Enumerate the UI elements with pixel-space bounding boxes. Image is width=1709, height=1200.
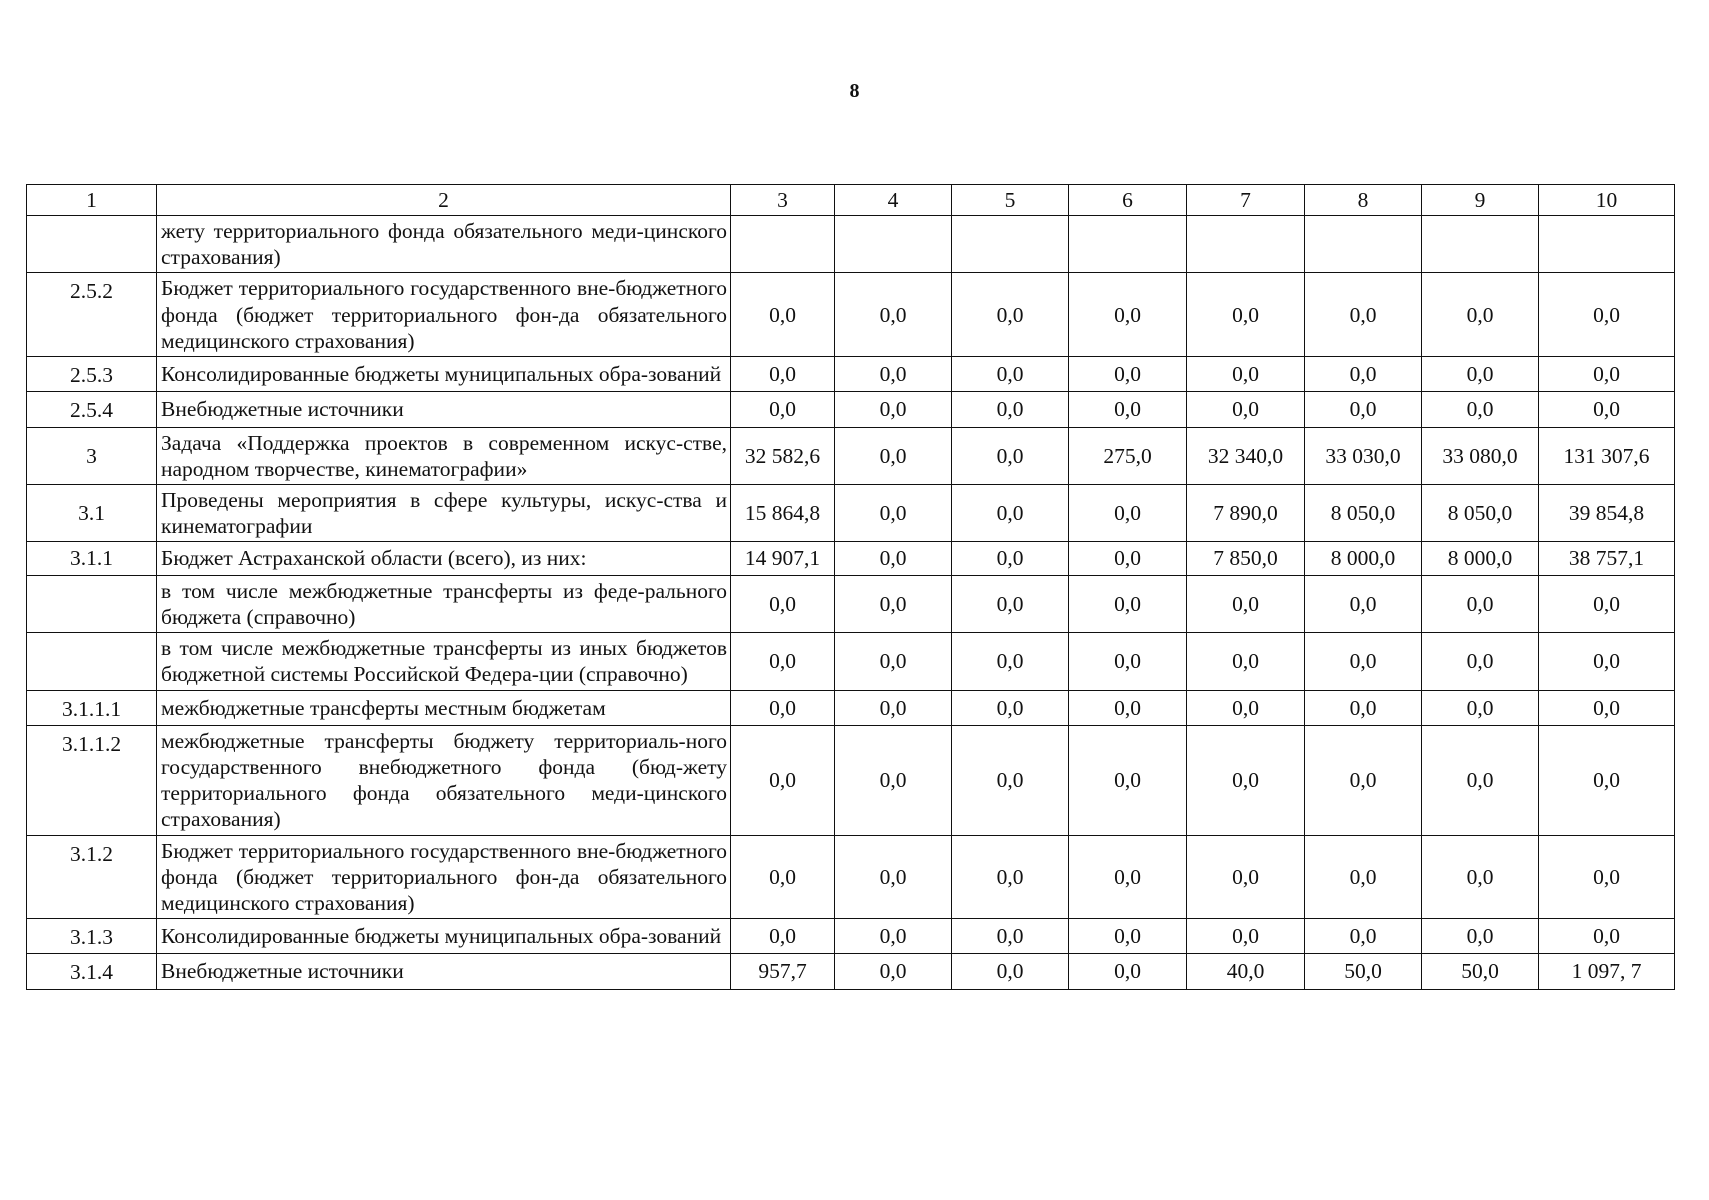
row-number-cell: 3.1.1.1 [27, 690, 157, 725]
table-row [27, 542, 1675, 575]
value-cell-col-9: 0,0 [1422, 919, 1539, 954]
value-cell-col-5: 0,0 [952, 725, 1069, 835]
value-cell-col-3: 0,0 [731, 919, 835, 954]
page-number: 8 [849, 80, 860, 102]
value-cell-col-10: 0,0 [1539, 575, 1675, 632]
row-description-cell: Бюджет территориального государственного вне-бюджетного фонда (бюджет территориального фон-да обязательного медицинского страхования) [157, 835, 731, 919]
value-cell-col-3 [731, 216, 835, 273]
value-cell-col-9: 33 080,0 [1422, 427, 1539, 484]
value-cell-col-4: 0,0 [835, 392, 952, 427]
table-row [27, 919, 1675, 954]
value-cell-col-6: 275,0 [1069, 427, 1187, 484]
value-cell-col-10: 0,0 [1539, 690, 1675, 725]
header-cell: 10 [1539, 185, 1675, 216]
row-description-cell: Бюджет территориального государственного вне-бюджетного фонда (бюджет территориального фон-да обязательного медицинского страхования) [157, 273, 731, 357]
value-cell-col-8: 0,0 [1305, 575, 1422, 632]
value-cell-col-7: 0,0 [1187, 273, 1305, 357]
value-cell-col-7: 0,0 [1187, 835, 1305, 919]
table-row [27, 484, 1675, 541]
header-cell: 3 [731, 185, 835, 216]
table-row [27, 273, 1675, 357]
value-cell-col-9 [1422, 216, 1539, 273]
header-cell: 5 [952, 185, 1069, 216]
value-cell-col-5 [952, 216, 1069, 273]
table-row [27, 690, 1675, 725]
value-cell-col-5: 0,0 [952, 357, 1069, 392]
value-cell-col-9: 8 000,0 [1422, 542, 1539, 575]
value-cell-col-10: 1 097, 7 [1539, 954, 1675, 989]
value-cell-col-8: 0,0 [1305, 357, 1422, 392]
value-cell-col-4: 0,0 [835, 357, 952, 392]
value-cell-col-9: 0,0 [1422, 575, 1539, 632]
table-header-row [27, 185, 1675, 216]
row-description-cell: Задача «Поддержка проектов в современном искус-стве, народном творчестве, кинематографии» [157, 427, 731, 484]
value-cell-col-10: 38 757,1 [1539, 542, 1675, 575]
value-cell-col-8: 0,0 [1305, 392, 1422, 427]
value-cell-col-10 [1539, 216, 1675, 273]
value-cell-col-10: 0,0 [1539, 357, 1675, 392]
row-description-cell: Консолидированные бюджеты муниципальных обра-зований [157, 919, 731, 954]
value-cell-col-6: 0,0 [1069, 542, 1187, 575]
value-cell-col-8: 0,0 [1305, 835, 1422, 919]
row-number-cell: 3.1.3 [27, 919, 157, 954]
value-cell-col-4: 0,0 [835, 633, 952, 690]
value-cell-col-6: 0,0 [1069, 357, 1187, 392]
value-cell-col-3: 32 582,6 [731, 427, 835, 484]
row-description-cell: в том числе межбюджетные трансферты из иных бюджетов бюджетной системы Российской Федера-ции (справочно) [157, 633, 731, 690]
header-cell: 4 [835, 185, 952, 216]
table-row [27, 392, 1675, 427]
value-cell-col-7: 0,0 [1187, 633, 1305, 690]
value-cell-col-6 [1069, 216, 1187, 273]
value-cell-col-3: 957,7 [731, 954, 835, 989]
value-cell-col-7: 0,0 [1187, 357, 1305, 392]
row-number-cell: 3.1.1 [27, 542, 157, 575]
value-cell-col-9: 0,0 [1422, 690, 1539, 725]
table-row [27, 725, 1675, 835]
value-cell-col-9: 50,0 [1422, 954, 1539, 989]
value-cell-col-8: 0,0 [1305, 273, 1422, 357]
row-number-cell: 2.5.2 [27, 273, 157, 357]
value-cell-col-10: 131 307,6 [1539, 427, 1675, 484]
value-cell-col-5: 0,0 [952, 575, 1069, 632]
header-cell: 7 [1187, 185, 1305, 216]
row-number-cell: 3.1.1.2 [27, 725, 157, 835]
value-cell-col-8: 8 000,0 [1305, 542, 1422, 575]
value-cell-col-5: 0,0 [952, 633, 1069, 690]
value-cell-col-9: 0,0 [1422, 392, 1539, 427]
value-cell-col-8: 0,0 [1305, 633, 1422, 690]
value-cell-col-7 [1187, 216, 1305, 273]
table-body [27, 185, 1675, 990]
value-cell-col-5: 0,0 [952, 392, 1069, 427]
value-cell-col-8: 0,0 [1305, 919, 1422, 954]
budget-table [26, 184, 1675, 990]
value-cell-col-10: 0,0 [1539, 919, 1675, 954]
value-cell-col-9: 8 050,0 [1422, 484, 1539, 541]
value-cell-col-6: 0,0 [1069, 690, 1187, 725]
header-cell: 8 [1305, 185, 1422, 216]
row-number-cell: 2.5.4 [27, 392, 157, 427]
value-cell-col-8: 0,0 [1305, 725, 1422, 835]
value-cell-col-6: 0,0 [1069, 575, 1187, 632]
row-number-cell: 2.5.3 [27, 357, 157, 392]
value-cell-col-6: 0,0 [1069, 484, 1187, 541]
value-cell-col-4 [835, 216, 952, 273]
value-cell-col-4: 0,0 [835, 542, 952, 575]
value-cell-col-7: 7 890,0 [1187, 484, 1305, 541]
value-cell-col-5: 0,0 [952, 954, 1069, 989]
value-cell-col-4: 0,0 [835, 484, 952, 541]
value-cell-col-3: 0,0 [731, 357, 835, 392]
value-cell-col-4: 0,0 [835, 575, 952, 632]
value-cell-col-7: 0,0 [1187, 392, 1305, 427]
row-number-cell [27, 216, 157, 273]
value-cell-col-9: 0,0 [1422, 835, 1539, 919]
value-cell-col-8: 33 030,0 [1305, 427, 1422, 484]
value-cell-col-9: 0,0 [1422, 357, 1539, 392]
table-row [27, 427, 1675, 484]
value-cell-col-8: 0,0 [1305, 690, 1422, 725]
value-cell-col-5: 0,0 [952, 919, 1069, 954]
row-number-cell: 3.1.4 [27, 954, 157, 989]
value-cell-col-6: 0,0 [1069, 633, 1187, 690]
row-number-cell [27, 575, 157, 632]
table-row [27, 954, 1675, 989]
row-description-cell: Консолидированные бюджеты муниципальных обра-зований [157, 357, 731, 392]
value-cell-col-3: 0,0 [731, 835, 835, 919]
value-cell-col-3: 0,0 [731, 392, 835, 427]
row-number-cell: 3 [27, 427, 157, 484]
table-row [27, 216, 1675, 273]
value-cell-col-3: 0,0 [731, 633, 835, 690]
value-cell-col-4: 0,0 [835, 954, 952, 989]
value-cell-col-3: 14 907,1 [731, 542, 835, 575]
row-description-cell: Внебюджетные источники [157, 392, 731, 427]
value-cell-col-10: 0,0 [1539, 273, 1675, 357]
table-row [27, 835, 1675, 919]
value-cell-col-5: 0,0 [952, 542, 1069, 575]
value-cell-col-3: 0,0 [731, 725, 835, 835]
value-cell-col-8: 50,0 [1305, 954, 1422, 989]
row-description-cell: жету территориального фонда обязательного меди-цинского страхования) [157, 216, 731, 273]
value-cell-col-6: 0,0 [1069, 725, 1187, 835]
value-cell-col-5: 0,0 [952, 690, 1069, 725]
row-number-cell: 3.1 [27, 484, 157, 541]
header-cell: 1 [27, 185, 157, 216]
row-description-cell: Бюджет Астраханской области (всего), из них: [157, 542, 731, 575]
table-row [27, 633, 1675, 690]
header-cell: 2 [157, 185, 731, 216]
value-cell-col-4: 0,0 [835, 725, 952, 835]
row-number-cell [27, 633, 157, 690]
value-cell-col-10: 0,0 [1539, 725, 1675, 835]
value-cell-col-10: 0,0 [1539, 633, 1675, 690]
value-cell-col-4: 0,0 [835, 919, 952, 954]
value-cell-col-4: 0,0 [835, 427, 952, 484]
table-row [27, 575, 1675, 632]
table-row [27, 357, 1675, 392]
value-cell-col-6: 0,0 [1069, 392, 1187, 427]
value-cell-col-3: 0,0 [731, 273, 835, 357]
value-cell-col-4: 0,0 [835, 273, 952, 357]
value-cell-col-9: 0,0 [1422, 633, 1539, 690]
value-cell-col-4: 0,0 [835, 690, 952, 725]
value-cell-col-10: 0,0 [1539, 835, 1675, 919]
header-cell: 6 [1069, 185, 1187, 216]
row-description-cell: межбюджетные трансферты местным бюджетам [157, 690, 731, 725]
value-cell-col-8 [1305, 216, 1422, 273]
value-cell-col-10: 0,0 [1539, 392, 1675, 427]
value-cell-col-6: 0,0 [1069, 954, 1187, 989]
value-cell-col-7: 0,0 [1187, 725, 1305, 835]
value-cell-col-6: 0,0 [1069, 919, 1187, 954]
value-cell-col-4: 0,0 [835, 835, 952, 919]
value-cell-col-7: 0,0 [1187, 575, 1305, 632]
value-cell-col-7: 7 850,0 [1187, 542, 1305, 575]
value-cell-col-6: 0,0 [1069, 273, 1187, 357]
value-cell-col-5: 0,0 [952, 835, 1069, 919]
row-description-cell: Проведены мероприятия в сфере культуры, искус-ства и кинематографии [157, 484, 731, 541]
row-description-cell: Внебюджетные источники [157, 954, 731, 989]
value-cell-col-5: 0,0 [952, 427, 1069, 484]
row-number-cell: 3.1.2 [27, 835, 157, 919]
header-cell: 9 [1422, 185, 1539, 216]
row-description-cell: межбюджетные трансферты бюджету территориаль-ного государственного внебюджетного фонда (бюд-жету территориального фонда обязательного меди-цинского страхования) [157, 725, 731, 835]
value-cell-col-6: 0,0 [1069, 835, 1187, 919]
value-cell-col-9: 0,0 [1422, 725, 1539, 835]
value-cell-col-3: 0,0 [731, 690, 835, 725]
value-cell-col-3: 0,0 [731, 575, 835, 632]
value-cell-col-7: 32 340,0 [1187, 427, 1305, 484]
value-cell-col-7: 0,0 [1187, 919, 1305, 954]
row-description-cell: в том числе межбюджетные трансферты из феде-рального бюджета (справочно) [157, 575, 731, 632]
value-cell-col-5: 0,0 [952, 273, 1069, 357]
value-cell-col-7: 40,0 [1187, 954, 1305, 989]
value-cell-col-10: 39 854,8 [1539, 484, 1675, 541]
value-cell-col-5: 0,0 [952, 484, 1069, 541]
value-cell-col-8: 8 050,0 [1305, 484, 1422, 541]
value-cell-col-3: 15 864,8 [731, 484, 835, 541]
value-cell-col-9: 0,0 [1422, 273, 1539, 357]
value-cell-col-7: 0,0 [1187, 690, 1305, 725]
